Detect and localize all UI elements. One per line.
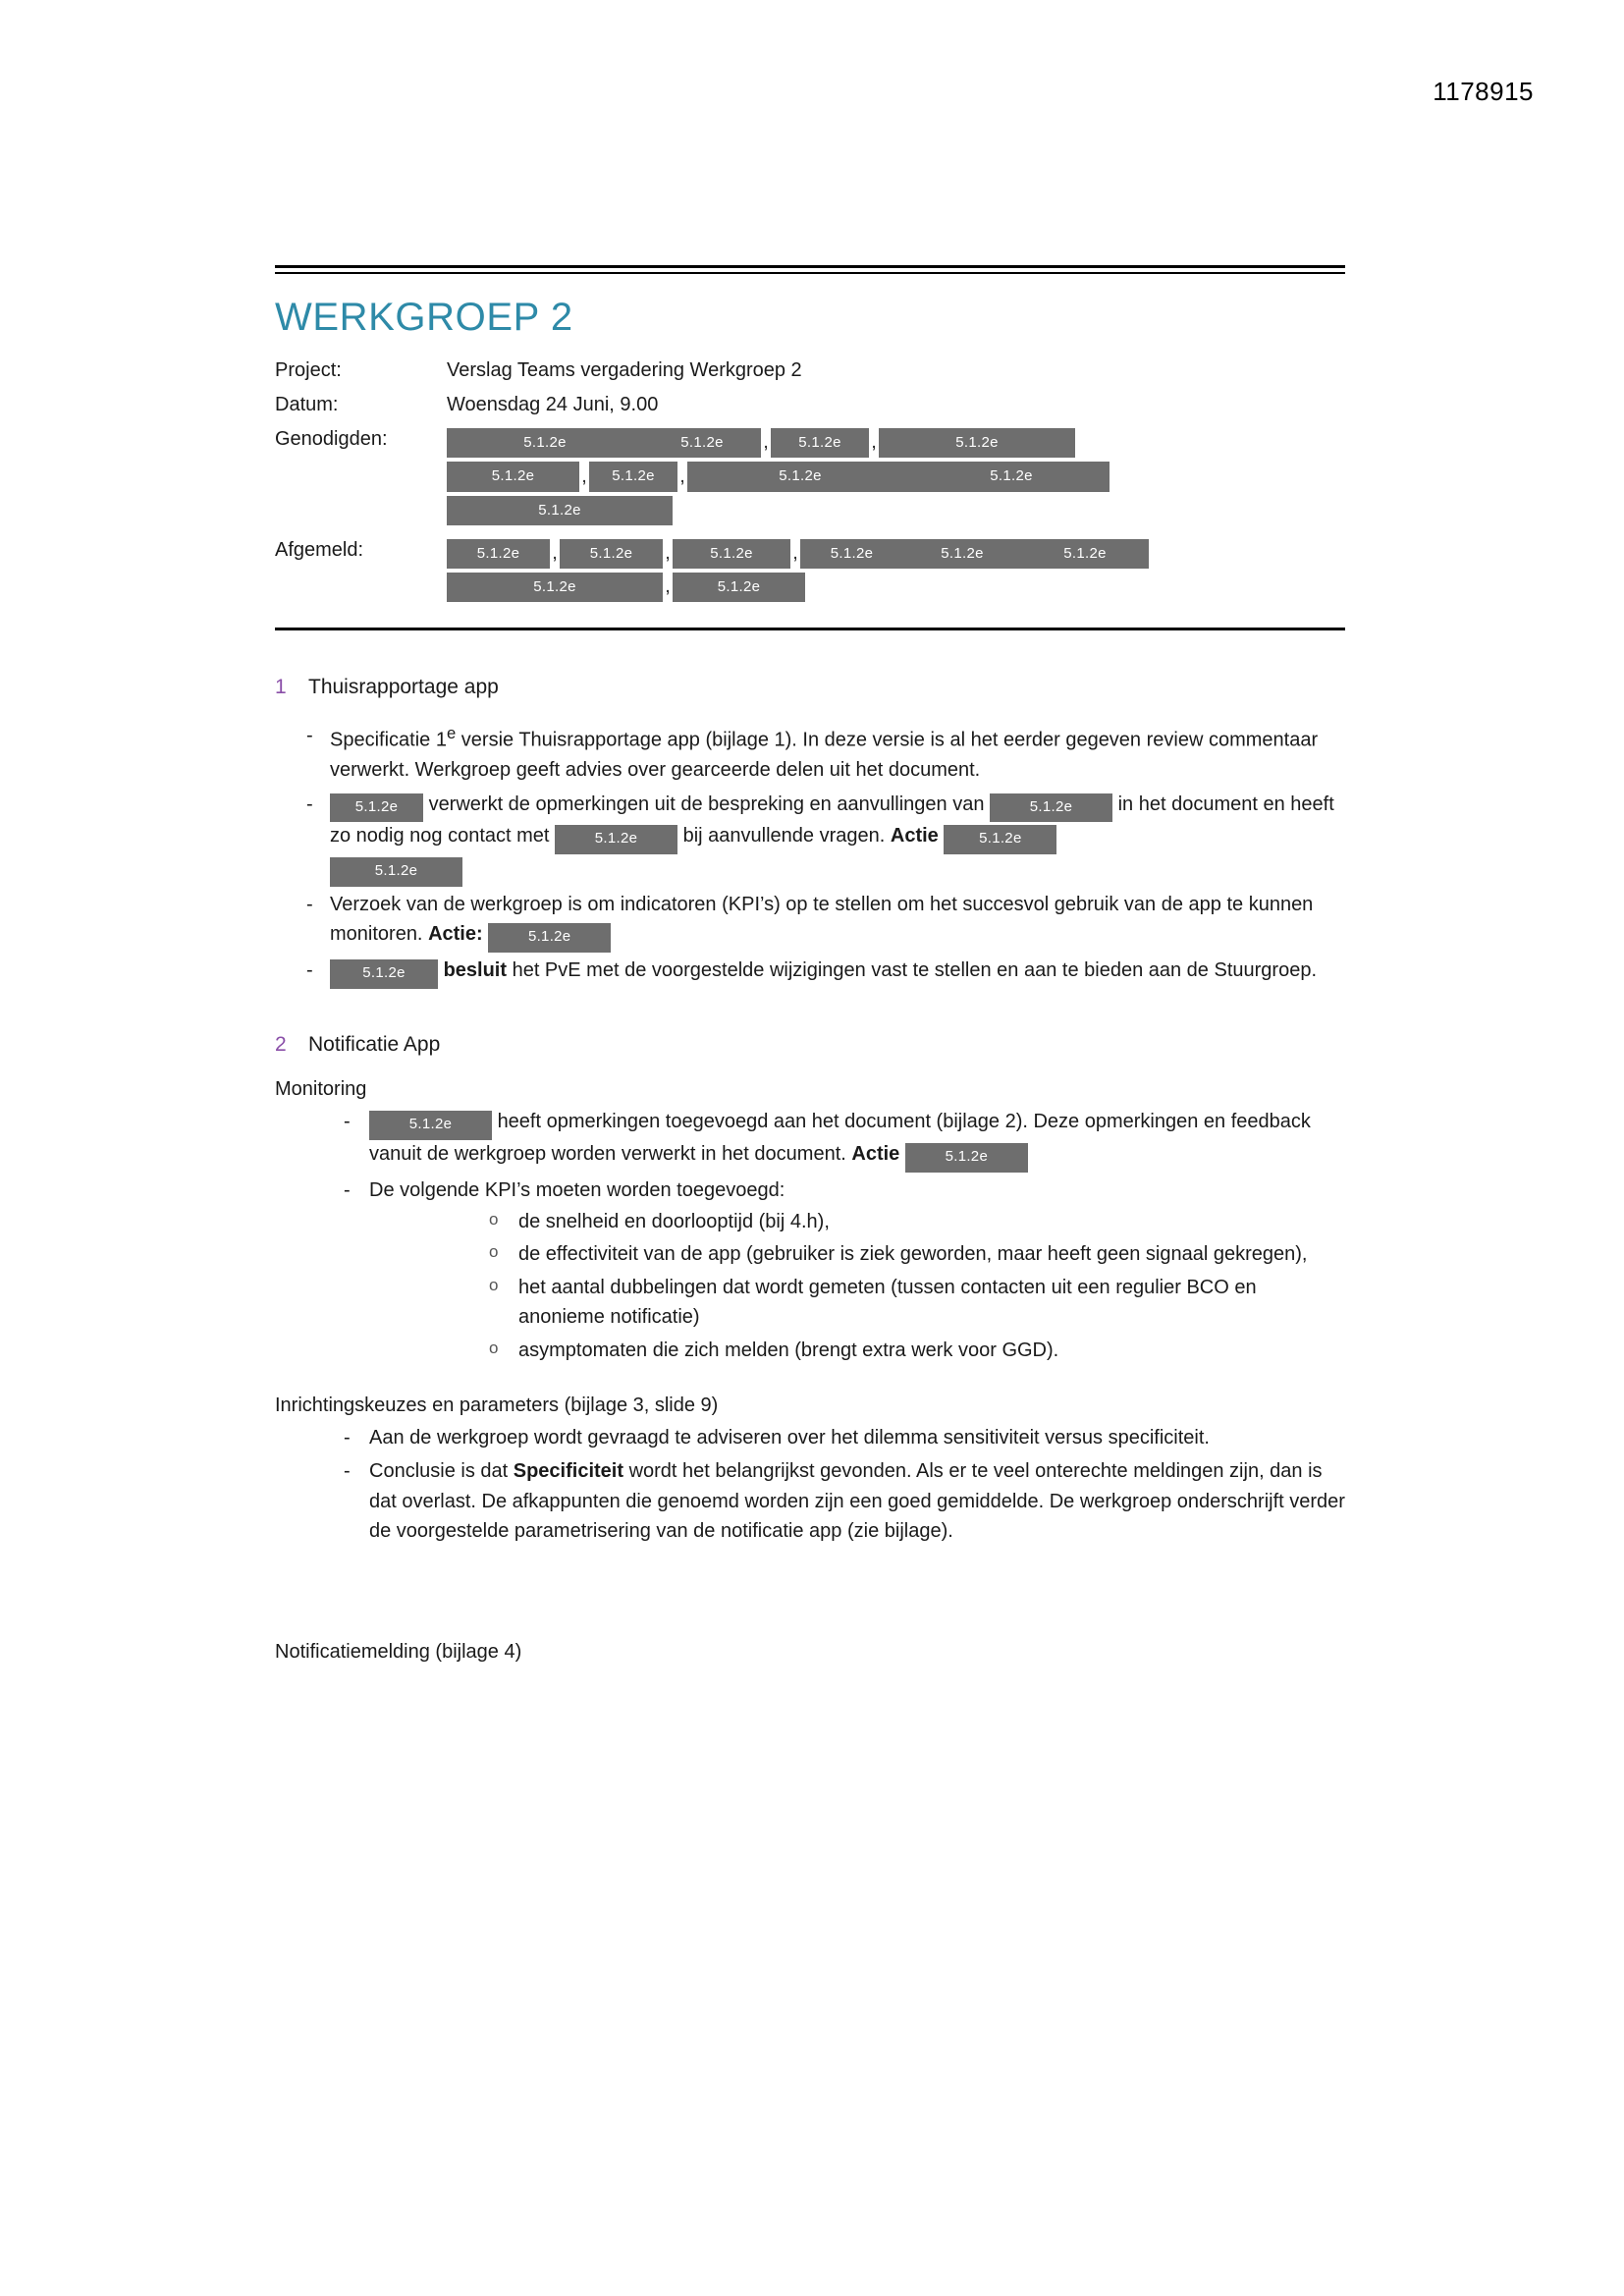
section-title: Notificatie App — [308, 1033, 441, 1057]
list-item: - Specificatie 1e versie Thuisrapportage app (bijlage 1). In deze versie is al het eerder gegeven review commentaar verwerkt. Werkgroep geeft advies over gearceerde delen uit het document. — [275, 721, 1345, 785]
redaction-block: 5.1.2e — [673, 539, 790, 569]
redaction-block: 5.1.2e — [903, 539, 1021, 569]
bullet-list — [275, 1423, 1345, 1547]
bullet-list — [275, 721, 1345, 988]
sub-bullet-list — [369, 1207, 1345, 1365]
meta-row-project — [275, 357, 1345, 382]
redaction-block: 5.1.2e — [447, 539, 550, 569]
emphasis-text: Actie — [890, 825, 939, 847]
redaction-block: 5.1.2e — [944, 825, 1056, 854]
section-heading — [275, 1033, 1345, 1057]
redaction-separator: , — [792, 543, 798, 565]
superscript-text: e — [446, 724, 457, 743]
bullet-list — [275, 1107, 1345, 1365]
document-section — [275, 1033, 1345, 1667]
invited-label: Genodigden: — [275, 428, 388, 450]
redaction-separator: , — [763, 432, 769, 454]
meta-row-cancelled — [275, 537, 1345, 605]
redaction-block: 5.1.2e — [560, 539, 663, 569]
sections-container — [275, 676, 1345, 1667]
redaction-row — [447, 426, 1345, 460]
redaction-block: 5.1.2e — [913, 462, 1110, 491]
cancelled-redaction-list — [447, 537, 1345, 605]
emphasis-text: Specificiteit — [513, 1460, 624, 1483]
cancelled-label: Afgemeld: — [275, 538, 364, 561]
redaction-block: 5.1.2e — [990, 793, 1112, 823]
document-id: 1178915 — [1433, 77, 1534, 106]
sub-heading: Monitoring — [275, 1078, 367, 1101]
redaction-block: 5.1.2e — [330, 793, 423, 823]
emphasis-text: Actie: — [428, 923, 483, 946]
redaction-block: 5.1.2e — [643, 428, 761, 458]
footer-paragraph: Notificatiemelding (bijlage 4) — [275, 1640, 522, 1663]
redaction-block: 5.1.2e — [687, 462, 913, 491]
list-item: - 5.1.2e heeft opmerkingen toegevoegd aan het document (bijlage 2). Deze opmerkingen en feedback vanuit de werkgroep worden verwerkt in het document. Actie 5.1.2e — [275, 1107, 1345, 1172]
project-label: Project: — [275, 359, 342, 381]
redaction-separator: , — [871, 432, 877, 454]
project-value: Verslag Teams vergadering Werkgroep 2 — [447, 359, 802, 381]
list-item: - Conclusie is dat Specificiteit wordt het belangrijkst gevonden. Als er te veel onterechte meldingen zijn, dan is dat overlast. De afkappunten die genoemd worden zijn een goed gemiddelde. De werkgroep onderschrijft verder de voorgestelde parametrisering van de notificatie app (zie bijlage). — [275, 1456, 1345, 1546]
sub-list-item: o het aantal dubbelingen dat wordt gemeten (tussen contacten uit een regulier BCO en anonieme notificatie) — [369, 1273, 1345, 1333]
bottom-divider — [275, 628, 1345, 630]
redaction-block: 5.1.2e — [555, 825, 677, 854]
redaction-block: 5.1.2e — [673, 573, 805, 602]
sub-list-item: o de snelheid en doorlooptijd (bij 4.h), — [369, 1207, 1345, 1236]
section-title: Thuisrapportage app — [308, 676, 499, 699]
redaction-row — [447, 571, 1345, 604]
list-item: - De volgende KPI’s moeten worden toegevoegd: o de snelheid en doorlooptijd (bij 4.h), o de effectiviteit van de app (gebruiker is ziek geworden, maar heeft geen signaal gekregen), o het aantal dubbelingen dat wordt gemeten (tussen contacten uit een regulier BCO en anonieme notificatie) o asymptomaten die zich melden (brengt extra werk voor GGD). — [275, 1175, 1345, 1365]
redaction-separator: , — [665, 576, 671, 598]
list-item: - Aan de werkgroep wordt gevraagd te adviseren over het dilemma sensitiviteit versus specificiteit. — [275, 1423, 1345, 1452]
sub-list-item: o de effectiviteit van de app (gebruiker is ziek geworden, maar heeft geen signaal gekregen), — [369, 1239, 1345, 1269]
redaction-block: 5.1.2e — [589, 462, 677, 491]
redaction-block: 5.1.2e — [905, 1143, 1028, 1173]
sub-list-item: o asymptomaten die zich melden (brengt extra werk voor GGD). — [369, 1336, 1345, 1365]
redaction-block: 5.1.2e — [330, 959, 438, 989]
document-section — [275, 676, 1345, 988]
redaction-block: 5.1.2e — [447, 573, 663, 602]
spacer — [275, 1551, 1345, 1619]
document-content — [275, 265, 1345, 1672]
redaction-row — [447, 537, 1345, 571]
section-number: 2 — [275, 1033, 287, 1057]
redaction-separator: , — [552, 543, 558, 565]
date-value: Woensdag 24 Juni, 9.00 — [447, 394, 659, 415]
list-item: - 5.1.2e verwerkt de opmerkingen uit de bespreking en aanvullingen van 5.1.2e in het document en heeft zo nodig nog contact met 5.1.2e bij aanvullende vragen. Actie 5.1.2e 5.1.2e — [275, 790, 1345, 886]
list-item: - 5.1.2e besluit het PvE met de voorgestelde wijzigingen vast te stellen en aan te bieden aan de Stuurgroep. — [275, 956, 1345, 988]
redaction-block: 5.1.2e — [879, 428, 1075, 458]
top-divider — [275, 265, 1345, 274]
redaction-block: 5.1.2e — [447, 428, 643, 458]
date-label: Datum: — [275, 394, 339, 415]
redaction-separator: , — [679, 465, 685, 487]
redaction-block: 5.1.2e — [447, 496, 673, 525]
redaction-block: 5.1.2e — [447, 462, 579, 491]
emphasis-text: besluit — [443, 959, 508, 982]
redaction-row — [447, 460, 1345, 493]
invited-redaction-list — [447, 426, 1345, 527]
redaction-block: 5.1.2e — [330, 857, 462, 887]
meta-row-invited — [275, 426, 1345, 527]
section-heading — [275, 676, 1345, 699]
redaction-block: 5.1.2e — [369, 1111, 492, 1140]
sub-heading: Inrichtingskeuzes en parameters (bijlage 3, slide 9) — [275, 1394, 719, 1416]
redaction-block: 5.1.2e — [771, 428, 869, 458]
section-number: 1 — [275, 676, 287, 699]
meta-row-date — [275, 392, 1345, 416]
redaction-separator: , — [665, 543, 671, 565]
list-item: - Verzoek van de werkgroep is om indicatoren (KPI’s) op te stellen om het succesvol gebruik van de app te kunnen monitoren. Actie: 5.1.2e — [275, 890, 1345, 952]
page-title: WERKGROEP 2 — [275, 296, 573, 339]
redaction-block: 5.1.2e — [1021, 539, 1149, 569]
redaction-block: 5.1.2e — [800, 539, 903, 569]
redaction-block: 5.1.2e — [488, 923, 611, 953]
redaction-row — [447, 494, 1345, 527]
redaction-separator: , — [581, 465, 587, 487]
emphasis-text: Actie — [851, 1142, 900, 1165]
